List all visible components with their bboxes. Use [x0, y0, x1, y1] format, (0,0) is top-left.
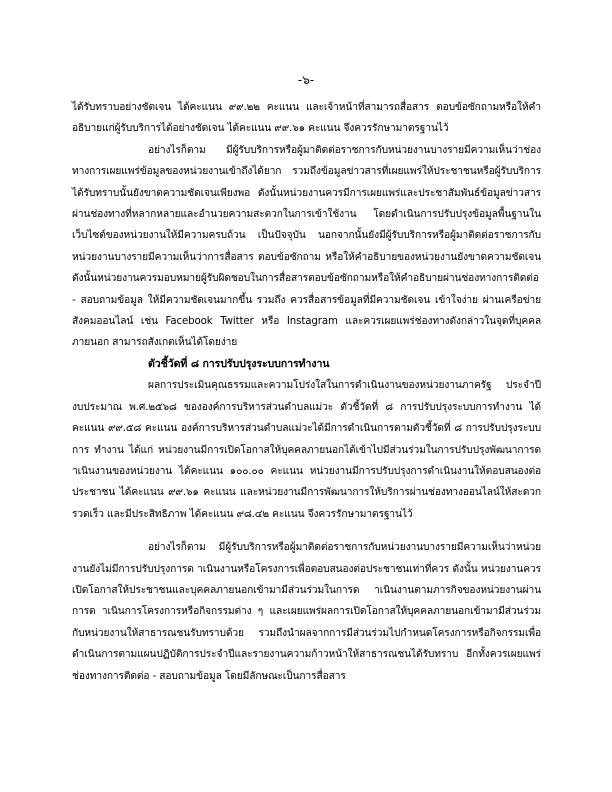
- page-number: -๖-: [297, 73, 315, 87]
- paragraph-indicator-8-results: ผลการประเมินคุณธรรมและความโปร่งใสในการดำเนินงานของหน่วยงานภาครัฐ ประจำปี งบประมาณ พ.ศ.๒๕๖๘ ขององค์การบริหารส่วนตำบลแม่วะ ตัวชี้วัดที่ ๘ การปรับปรุงระบบการทำงาน ได้คะแนน ๙๙.๕๘ คะแนน องค์การบริหารส่วนตำบลแม่วะได้มีการดำเนินการตามตัวชี้วัดที่ ๘ การปรับปรุงระบบการ ทำงาน ได้แก่ หน่วยงานมีการเปิดโอกาสให้บุคคลภายนอกได้เข้าไปมีส่วนร่วมในการปรับปรุงพัฒนาการด าเนินงานของหน่วยงาน ได้คะแนน ๑๐๐.๐๐ คะแนน หน่วยงานมีการปรับปรุงการดำเนินงานให้ตอบสนองต่อประชาชน ได้คะแนน ๙๙.๖๑ คะแนน และหน่วยงานมีการพัฒนาการให้บริการผ่านช่องทางออนไลน์ให้สะดวก รวดเร็ว และมีประสิทธิภาพ ได้คะแนน ๙๘.๔๒ คะแนน จึงควรรักษามาตรฐานไว้: [72, 380, 541, 520]
- paragraph-score-communication: ได้รับทราบอย่างชัดเจน ได้คะแนน ๙๙.๒๒ คะแนน และเจ้าหน้าที่สามารถสื่อสาร ตอบข้อซักถามหรือให้คำอธิบายแก่ผู้รับบริการได้อย่างชัดเจน ได้คะแนน ๙๙.๖๑ คะแนน จึงควรรักษามาตรฐานไว้: [72, 102, 541, 135]
- section-heading-indicator-8: ตัวชี้วัดที่ ๘ การปรับปรุงระบบการทำงาน: [148, 357, 330, 370]
- paragraph-communication-recommendation: อย่างไรก็ตาม มีผู้รับบริการหรือผู้มาติดต่อราชการกับหน่วยงานบางรายมีความเห็นว่าช่องทางการเผยแพร่ข้อมูลของหน่วยงานเข้าถึงได้ยาก รวมถึงข้อมูลข่าวสารที่เผยแพร่ให้ประชาชนหรือผู้รับบริการได้รับทราบนั้นยังขาดความชัดเจนเพียงพอ ดังนั้นหน่วยงานควรมีการเผยแพร่และประชาสัมพันธ์ข้อมูลข่าวสาร ผ่านช่องทางที่หลากหลายและอำนวยความสะดวกในการเข้าใช้งาน โดยดำเนินการปรับปรุงข้อมูลพื้นฐานในเว็บไซต์ของหน่วยงานให้มีความครบถ้วน เป็นปัจจุบัน นอกจากนั้นยังมีผู้รับบริการหรือผู้มาติดต่อราชการกับหน่วยงานบางรายมีความเห็นว่าการสื่อสาร ตอบข้อซักถาม หรือให้คำอธิบายของหน่วยงานยังขาดความชัดเจน ดังนั้นหน่วยงานควรมอบหมายผู้รับผิดชอบในการสื่อสารตอบข้อซักถามหรือให้คำอธิบายผ่านช่องทางการติดต่อ - สอบถามข้อมูล ให้มีความชัดเจนมากขึ้น รวมถึง ควรสื่อสารข้อมูลที่มีความชัดเจน เข้าใจง่าย ผ่านเครือข่ายสังคมออนไลน์ เช่น Facebook Twitter หรือ Instagram และควรเผยแพร่ช่องทางดังกล่าวในจุดที่บุคคลภายนอก สามารถสังเกตเห็นได้โดยง่าย: [72, 144, 541, 349]
- paragraph-indicator-8-recommendation: อย่างไรก็ตาม มีผู้รับบริการหรือผู้มาติดต่อราชการกับหน่วยงานบางรายมีความเห็นว่าหน่วยงานยังไม่มีการปรับปรุงการด าเนินงานหรือโครงการเพื่อตอบสนองต่อประชาชนเท่าที่ควร ดังนั้น หน่วยงานควรเปิดโอกาสให้ประชาชนและบุคคลภายนอกเข้ามามีส่วนร่วมในการด าเนินงานตามภารกิจของหน่วยงานผ่านการด าเนินการโครงการหรือกิจกรรมต่าง ๆ และเผยแพร่ผลการเปิดโอกาสให้บุคคลภายนอกเข้ามามีส่วนร่วมกับหน่วยงานให้สาธารณชนรับทราบด้วย รวมถึงนำผลจากการมีส่วนร่วมไปกำหนดโครงการหรือกิจกรรมเพื่อดำเนินการตามแผนปฏิบัติการประจำปีและรายงานความก้าวหน้าให้สาธารณชนได้รับทราบ อีกทั้งควรเผยแพร่ช่องทางการติดต่อ - สอบถามข้อมูล โดยมีลักษณะเป็นการสื่อสาร: [72, 542, 541, 682]
- paragraph-gap: [72, 525, 541, 537]
- document-body: [72, 97, 541, 687]
